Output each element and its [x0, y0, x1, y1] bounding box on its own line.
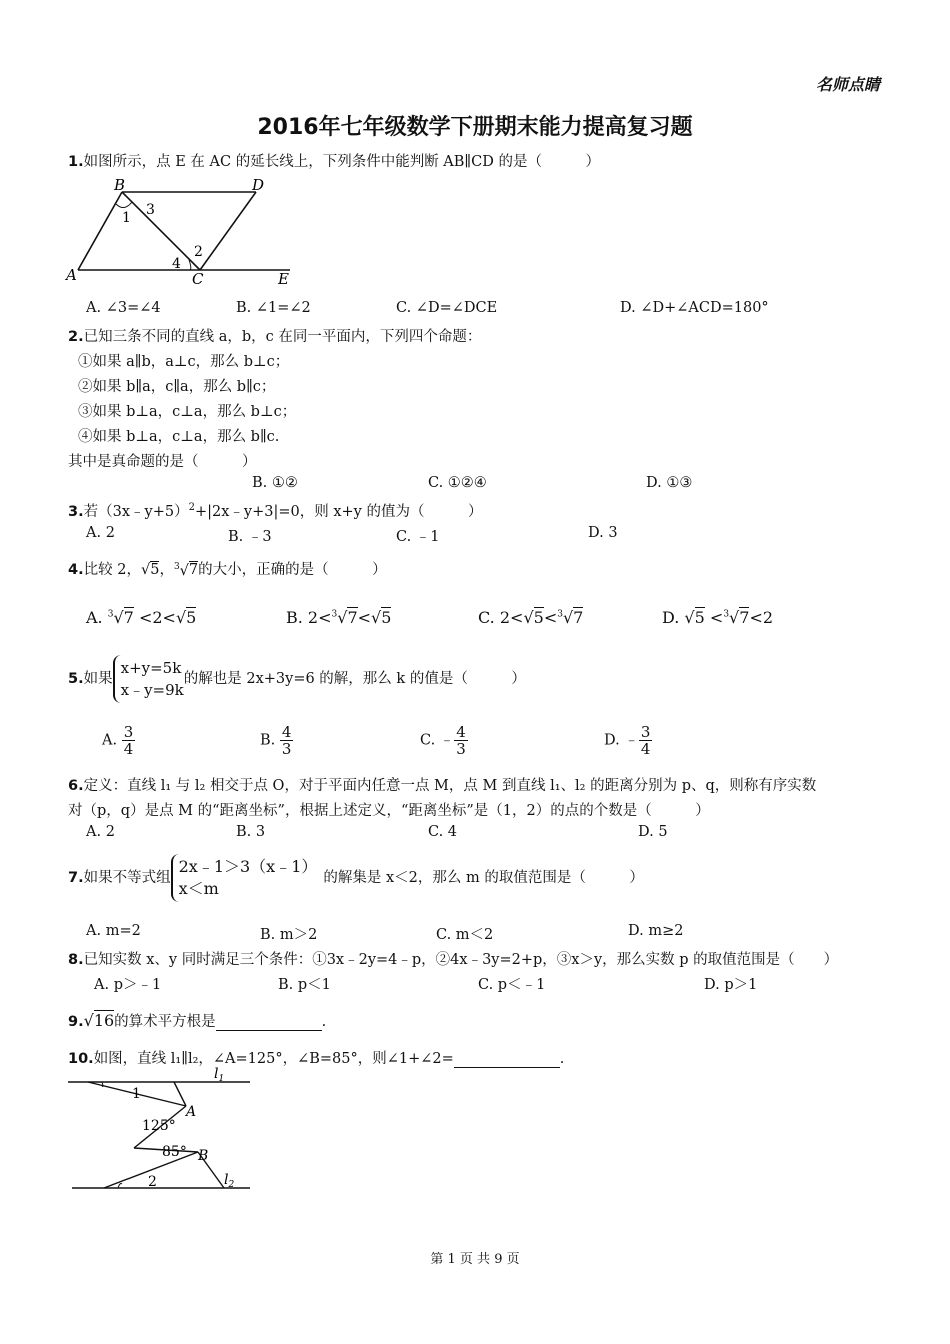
- q3-option-d[interactable]: D. 3: [588, 525, 618, 541]
- question-text: 如图所示，点 E 在 AC 的延长线上，下列条件中能判断 AB∥CD 的是（ ）: [83, 154, 600, 170]
- question-text: 的解集是 x＜2，那么 m 的取值范围是（ ）: [323, 870, 644, 886]
- q2-proposition-4: ④如果 b⊥a，c⊥a，那么 b∥c.: [78, 429, 280, 445]
- question-text: 如果不等式组: [83, 870, 171, 886]
- q6-option-c[interactable]: C. 4: [428, 824, 458, 840]
- q4-option-c[interactable]: C. 2<√5<$^3$√7: [478, 608, 584, 627]
- point-A-label: A: [186, 1104, 197, 1120]
- q2-option-d[interactable]: D. ①③: [646, 475, 693, 491]
- q2-proposition-2: ②如果 b∥a，c∥a，那么 b∥c；: [78, 379, 276, 395]
- label-D: D: [252, 178, 265, 194]
- question-number: 9.: [68, 1014, 84, 1030]
- q6-option-d[interactable]: D. 5: [638, 824, 668, 840]
- question-number: 8.: [68, 952, 84, 968]
- q5-option-d[interactable]: D. ﹣ $\frac{3}{4}$: [604, 723, 651, 758]
- line-l2-label: $l_2$: [224, 1172, 235, 1190]
- question-number: 10.: [68, 1051, 94, 1067]
- q1-option-b[interactable]: B. ∠1=∠2: [236, 300, 311, 316]
- question-text: 已知实数 x、y 同时满足三个条件：①3x﹣2y=4﹣p，②4x﹣3y=2+p，③x＞y，那么实数 p 的取值范围是（ ）: [83, 952, 839, 968]
- angle-2-label: 2: [194, 244, 203, 260]
- q8-option-a[interactable]: A. p＞﹣1: [94, 977, 162, 993]
- q3-option-a[interactable]: A. 2: [86, 525, 115, 541]
- question-text: ，: [159, 562, 174, 578]
- q5-option-c[interactable]: C. ﹣ $\frac{4}{3}$: [420, 723, 466, 758]
- line-l1-label: $l_1$: [214, 1066, 225, 1084]
- question-9: 9.√16的算术平方根是 .: [68, 1011, 327, 1030]
- question-1: [68, 150, 600, 171]
- question-6: [68, 774, 816, 795]
- q7-option-c[interactable]: C. m＜2: [436, 927, 494, 943]
- q6-option-a[interactable]: A. 2: [86, 824, 115, 840]
- question-text: 若（3x﹣y+5）: [83, 504, 189, 520]
- sqrt-5: √5: [140, 562, 160, 578]
- answer-blank[interactable]: [216, 1016, 322, 1031]
- q5-option-a[interactable]: A. $\frac{3}{4}$: [102, 723, 134, 758]
- question-text: 的解也是 2x+3y=6 的解，那么 k 的值是（ ）: [183, 671, 526, 687]
- answer-blank[interactable]: [454, 1053, 560, 1068]
- exponent: 2: [188, 502, 195, 514]
- question-text: 如果: [83, 671, 113, 687]
- question-text: 的大小，正确的是（ ）: [198, 562, 387, 578]
- q1-option-a[interactable]: A. ∠3=∠4: [86, 300, 161, 316]
- page-footer: 第 1 页 共 9 页: [430, 1252, 520, 1267]
- label-E: E: [278, 270, 289, 286]
- q2-option-b[interactable]: B. ①②: [252, 475, 298, 491]
- q5-option-b[interactable]: B. $\frac{4}{3}$: [260, 723, 292, 758]
- q7-option-b[interactable]: B. m＞2: [260, 927, 318, 943]
- question-text: 已知三条不同的直线 a，b，c 在同一平面内，下列四个命题：: [83, 329, 482, 345]
- question-8: [68, 948, 838, 969]
- angle-1-label: 1: [122, 210, 131, 226]
- question-number: 2.: [68, 329, 84, 345]
- q2-ask: 其中是真命题的是（ ）: [68, 454, 257, 470]
- q3-option-c[interactable]: C. ﹣1: [396, 529, 440, 545]
- question-3: [68, 500, 482, 521]
- question-number: 7.: [68, 870, 84, 886]
- cbrt-7: $^3$√7: [173, 561, 199, 579]
- radicand: 16: [93, 1011, 115, 1030]
- question-number: 4.: [68, 562, 84, 578]
- label-A: A: [66, 266, 77, 284]
- question-10: 10.如图，直线 l₁∥l₂，∠A=125°，∠B=85°，则∠1+∠2= .: [68, 1051, 565, 1067]
- question-text: 如图，直线 l₁∥l₂，∠A=125°，∠B=85°，则∠1+∠2=: [93, 1051, 454, 1067]
- page-title: 2016年七年级数学下册期末能力提高复习题: [257, 115, 693, 140]
- q7-option-a[interactable]: A. m=2: [86, 923, 141, 939]
- q8-option-d[interactable]: D. p＞1: [704, 977, 758, 993]
- question-7: [68, 854, 644, 902]
- angle-1-label: 1: [132, 1086, 141, 1102]
- q2-proposition-1: ①如果 a∥b，a⊥c，那么 b⊥c；: [78, 354, 290, 370]
- figure-parallelogram: [64, 178, 304, 286]
- question-number: 3.: [68, 504, 84, 520]
- question-2: [68, 325, 481, 346]
- angle-125-label: 125°: [142, 1118, 176, 1134]
- label-C: C: [192, 270, 204, 286]
- q4-option-b[interactable]: B. 2<$^3$√7<√5: [286, 608, 392, 627]
- inequality-system: 2x﹣1＞3（x﹣1） x＜m: [171, 854, 318, 902]
- question-text: +|2x﹣y+3|=0，则 x+y 的值为（ ）: [194, 504, 483, 520]
- figure-parallel-lines: [64, 1064, 260, 1196]
- question-number: 6.: [68, 778, 84, 794]
- label-B: B: [114, 178, 126, 194]
- angle-2-label: 2: [148, 1174, 157, 1190]
- q6-option-b[interactable]: B. 3: [236, 824, 266, 840]
- q2-option-c[interactable]: C. ①②④: [428, 475, 487, 491]
- question-4: [68, 558, 387, 579]
- q8-option-b[interactable]: B. p＜1: [278, 977, 331, 993]
- q7-option-d[interactable]: D. m≥2: [628, 923, 684, 939]
- question-text: 比较 2，: [83, 562, 141, 578]
- q4-option-a[interactable]: A. $^3$√7 <2<√5: [86, 608, 197, 627]
- question-number: 5.: [68, 671, 84, 687]
- q4-option-d[interactable]: D. √5 <$^3$√7<2: [662, 608, 774, 627]
- q3-option-b[interactable]: B. ﹣3: [228, 529, 272, 545]
- header-label: 名师点睛: [815, 75, 880, 94]
- angle-4-label: 4: [172, 256, 181, 272]
- point-B-label: B: [198, 1148, 209, 1164]
- q2-proposition-3: ③如果 b⊥a，c⊥a，那么 b⊥c；: [78, 404, 297, 420]
- q8-option-c[interactable]: C. p＜﹣1: [478, 977, 546, 993]
- equation-system: x+y=5k x﹣y=9k: [113, 655, 184, 703]
- question-6-line2: 对（p，q）是点 M 的“距离坐标”，根据上述定义，“距离坐标”是（1，2）的点的个数是（ ）: [68, 803, 710, 819]
- angle-85-label: 85°: [162, 1144, 187, 1160]
- angle-3-label: 3: [146, 202, 155, 218]
- q1-option-c[interactable]: C. ∠D=∠DCE: [396, 300, 498, 316]
- question-text: 定义：直线 l₁ 与 l₂ 相交于点 O，对于平面内任意一点 M，点 M 到直线 l₁、l₂ 的距离分别为 p、q，则称有序实数: [83, 778, 817, 794]
- question-number: 1.: [68, 154, 84, 170]
- q1-option-d[interactable]: D. ∠D+∠ACD=180°: [620, 300, 769, 316]
- question-text: 的算术平方根是: [114, 1014, 216, 1030]
- question-5: [68, 655, 526, 703]
